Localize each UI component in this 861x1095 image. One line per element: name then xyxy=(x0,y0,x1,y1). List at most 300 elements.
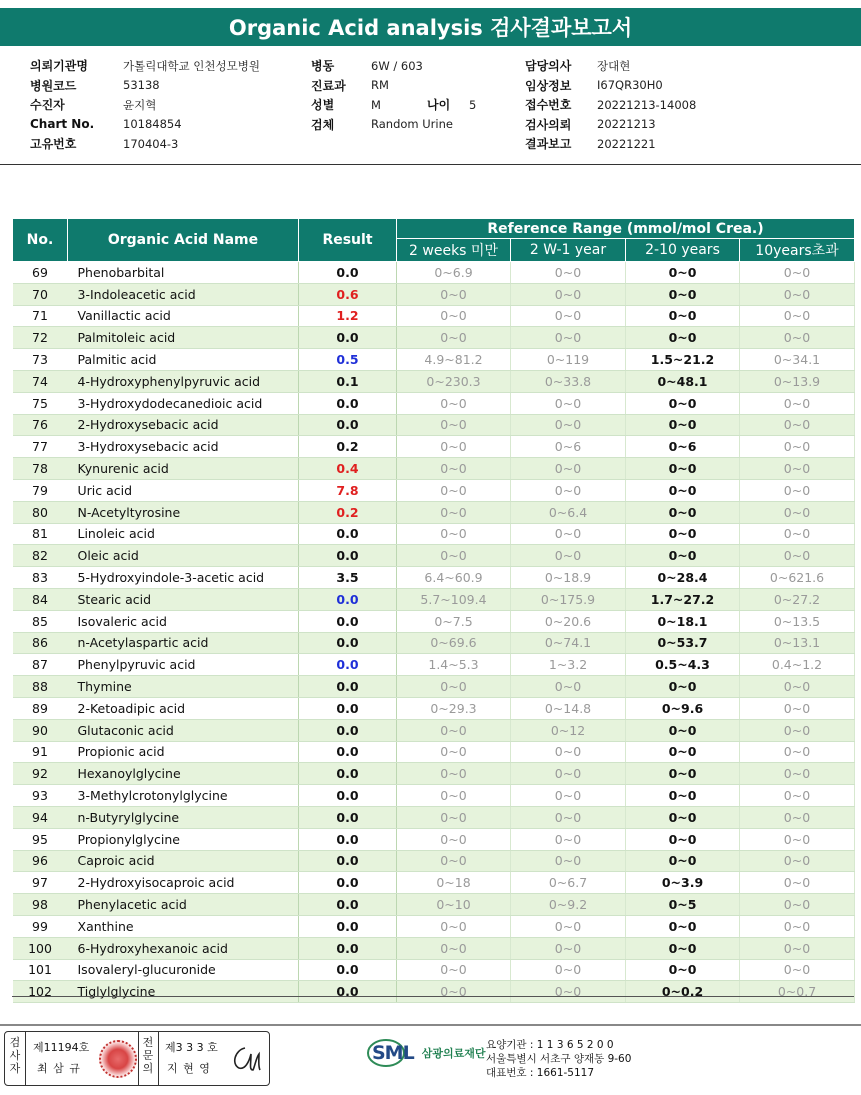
table-row xyxy=(13,479,855,501)
ref-over-10y: 0~0 xyxy=(740,676,855,698)
signature-scribble xyxy=(227,1042,265,1076)
acid-name: Oleic acid xyxy=(68,545,299,567)
ref-2-10y: 0~18.1 xyxy=(626,610,740,632)
doctor-name: 지 현 영 xyxy=(167,1062,211,1075)
row-number: 95 xyxy=(13,828,68,850)
ref-over-10y: 0~0 xyxy=(740,283,855,305)
table-row xyxy=(13,523,855,545)
table-row xyxy=(13,676,855,698)
ref-2-10y: 0~53.7 xyxy=(626,632,740,654)
result-value: 0.0 xyxy=(299,806,397,828)
ref-under-2-weeks: 0~0 xyxy=(397,458,511,480)
ref-2w-1y: 0~0 xyxy=(511,676,626,698)
table-row xyxy=(13,872,855,894)
acid-name: 3-Indoleacetic acid xyxy=(68,283,299,305)
info-label: Chart No. xyxy=(30,117,95,132)
ref-over-10y: 0~0 xyxy=(740,436,855,458)
ref-2-10y: 1.7~27.2 xyxy=(626,588,740,610)
table-row xyxy=(13,981,855,1003)
ref-2w-1y: 0~0 xyxy=(511,850,626,872)
table-row xyxy=(13,828,855,850)
ref-2-10y: 0~0.2 xyxy=(626,981,740,1003)
ref-under-2-weeks: 0~0 xyxy=(397,414,511,436)
result-value: 0.5 xyxy=(299,349,397,371)
result-value: 0.0 xyxy=(299,741,397,763)
result-value: 0.0 xyxy=(299,872,397,894)
ref-2-10y: 0~0 xyxy=(626,959,740,981)
ref-under-2-weeks: 0~0 xyxy=(397,523,511,545)
result-value: 0.0 xyxy=(299,414,397,436)
ref-over-10y: 0~13.1 xyxy=(740,632,855,654)
ref-under-2-weeks: 0~0 xyxy=(397,392,511,414)
ref-over-10y: 0~0 xyxy=(740,305,855,327)
dept-label: 진료과 xyxy=(311,78,346,93)
result-value: 0.0 xyxy=(299,327,397,349)
info-label: 접수번호 xyxy=(525,98,572,113)
table-row xyxy=(13,545,855,567)
ref-2w-1y: 0~0 xyxy=(511,414,626,436)
ref-over-10y: 0~0 xyxy=(740,545,855,567)
ref-2w-1y: 0~0 xyxy=(511,392,626,414)
table-row xyxy=(13,262,855,284)
ref-under-2-weeks: 5.7~109.4 xyxy=(397,588,511,610)
ref-2w-1y: 0~0 xyxy=(511,828,626,850)
result-value: 0.0 xyxy=(299,654,397,676)
table-row xyxy=(13,436,855,458)
table-row xyxy=(13,567,855,589)
tester-vertical-label: 검사자 xyxy=(9,1036,21,1075)
table-row xyxy=(13,392,855,414)
result-value: 0.0 xyxy=(299,262,397,284)
info-label: 결과보고 xyxy=(525,137,572,152)
row-number: 72 xyxy=(13,327,68,349)
info-column-3 xyxy=(525,56,696,154)
sml-logo-text: SML xyxy=(372,1042,414,1064)
ref-under-2-weeks: 4.9~81.2 xyxy=(397,349,511,371)
table-row xyxy=(13,327,855,349)
ref-2w-1y: 0~9.2 xyxy=(511,894,626,916)
ref-over-10y: 0~13.9 xyxy=(740,370,855,392)
ref-over-10y: 0~13.5 xyxy=(740,610,855,632)
ref-2-10y: 0~0 xyxy=(626,414,740,436)
ref-under-2-weeks: 0~0 xyxy=(397,806,511,828)
info-label: 의뢰기관명 xyxy=(30,59,88,74)
ref-2w-1y: 0~0 xyxy=(511,283,626,305)
signature-box xyxy=(4,1031,270,1086)
ward-label: 병동 xyxy=(311,59,335,74)
ref-2-10y: 0~48.1 xyxy=(626,370,740,392)
ref-under-2-weeks: 0~10 xyxy=(397,894,511,916)
ref-under-2-weeks: 0~0 xyxy=(397,479,511,501)
ref-under-2-weeks: 6.4~60.9 xyxy=(397,567,511,589)
ref-over-10y: 0~0 xyxy=(740,697,855,719)
row-number: 92 xyxy=(13,763,68,785)
ref-2-10y: 0~0 xyxy=(626,523,740,545)
ref-over-10y: 0~0 xyxy=(740,872,855,894)
address: 서울특별시 서초구 양재동 9-60 xyxy=(486,1053,632,1065)
table-row xyxy=(13,915,855,937)
info-value: 20221221 xyxy=(597,136,656,151)
ref-2w-1y: 0~20.6 xyxy=(511,610,626,632)
acid-name: Isovaleric acid xyxy=(68,610,299,632)
results-table xyxy=(12,218,855,1003)
ref-over-10y: 0~0.7 xyxy=(740,981,855,1003)
contact-info xyxy=(486,1038,631,1080)
ref-under-2-weeks: 0~0 xyxy=(397,545,511,567)
ref-2w-1y: 0~0 xyxy=(511,785,626,807)
ref-under-2-weeks: 0~0 xyxy=(397,741,511,763)
acid-name: Isovaleryl-glucuronide xyxy=(68,959,299,981)
header-reference-range: Reference Range (mmol/mol Crea.) xyxy=(397,219,855,239)
acid-name: Palmitic acid xyxy=(68,349,299,371)
acid-name: 6-Hydroxyhexanoic acid xyxy=(68,937,299,959)
ref-over-10y: 0~0 xyxy=(740,894,855,916)
table-row xyxy=(13,785,855,807)
ref-2-10y: 0~0 xyxy=(626,305,740,327)
sex-value: M xyxy=(371,97,381,112)
acid-name: Phenylacetic acid xyxy=(68,894,299,916)
ref-2-10y: 0~0 xyxy=(626,479,740,501)
info-value: 20221213 xyxy=(597,117,656,132)
info-column-1 xyxy=(30,56,260,154)
row-number: 73 xyxy=(13,349,68,371)
result-value: 0.2 xyxy=(299,501,397,523)
ref-2w-1y: 0~119 xyxy=(511,349,626,371)
dept-value: RM xyxy=(371,78,389,93)
result-value: 0.0 xyxy=(299,937,397,959)
ref-over-10y: 0~0 xyxy=(740,763,855,785)
ref-2w-1y: 0~6 xyxy=(511,436,626,458)
ref-2w-1y: 0~0 xyxy=(511,327,626,349)
table-row xyxy=(13,697,855,719)
ref-over-10y: 0~0 xyxy=(740,501,855,523)
ref-over-10y: 0~0 xyxy=(740,479,855,501)
acid-name: 3-Methylcrotonylglycine xyxy=(68,785,299,807)
ref-2-10y: 0~0 xyxy=(626,806,740,828)
ref-under-2-weeks: 0~0 xyxy=(397,501,511,523)
row-number: 98 xyxy=(13,894,68,916)
ref-2-10y: 0~6 xyxy=(626,436,740,458)
result-value: 0.4 xyxy=(299,458,397,480)
table-bottom-divider xyxy=(12,996,854,997)
row-number: 99 xyxy=(13,915,68,937)
result-value: 0.0 xyxy=(299,523,397,545)
ref-2w-1y: 0~74.1 xyxy=(511,632,626,654)
row-number: 84 xyxy=(13,588,68,610)
table-row xyxy=(13,349,855,371)
table-row xyxy=(13,370,855,392)
ward-value: 6W / 603 xyxy=(371,58,423,73)
ref-2-10y: 0~9.6 xyxy=(626,697,740,719)
info-value: 20221213-14008 xyxy=(597,97,697,112)
header-age-under-2-weeks: 2 weeks 미만 xyxy=(397,239,511,262)
ref-2w-1y: 0~6.4 xyxy=(511,501,626,523)
ref-2-10y: 0~0 xyxy=(626,545,740,567)
ref-2w-1y: 0~0 xyxy=(511,937,626,959)
result-value: 0.0 xyxy=(299,676,397,698)
info-label: 담당의사 xyxy=(525,59,572,74)
ref-2-10y: 0~3.9 xyxy=(626,872,740,894)
result-value: 0.0 xyxy=(299,915,397,937)
header-name: Organic Acid Name xyxy=(68,219,299,262)
ref-2w-1y: 0~0 xyxy=(511,545,626,567)
acid-name: 2-Hydroxysebacic acid xyxy=(68,414,299,436)
institution-code: 요양기관 : 1 1 3 6 5 2 0 0 xyxy=(486,1039,614,1051)
header-no: No. xyxy=(13,219,68,262)
age-label: 나이 xyxy=(427,98,451,113)
ref-under-2-weeks: 0~0 xyxy=(397,785,511,807)
sml-logo-block xyxy=(366,1037,485,1069)
ref-2w-1y: 0~6.7 xyxy=(511,872,626,894)
row-number: 81 xyxy=(13,523,68,545)
ref-under-2-weeks: 0~69.6 xyxy=(397,632,511,654)
acid-name: Caproic acid xyxy=(68,850,299,872)
table-row xyxy=(13,501,855,523)
acid-name: n-Butyrylglycine xyxy=(68,806,299,828)
ref-over-10y: 0~0 xyxy=(740,719,855,741)
acid-name: 2-Hydroxyisocaproic acid xyxy=(68,872,299,894)
ref-2-10y: 0~0 xyxy=(626,915,740,937)
table-row xyxy=(13,654,855,676)
row-number: 78 xyxy=(13,458,68,480)
ref-under-2-weeks: 0~7.5 xyxy=(397,610,511,632)
footer-divider xyxy=(0,1024,861,1026)
table-row xyxy=(13,763,855,785)
result-value: 0.0 xyxy=(299,719,397,741)
row-number: 79 xyxy=(13,479,68,501)
ref-under-2-weeks: 1.4~5.3 xyxy=(397,654,511,676)
acid-name: 3-Hydroxysebacic acid xyxy=(68,436,299,458)
info-label: 고유번호 xyxy=(30,137,77,152)
ref-2-10y: 1.5~21.2 xyxy=(626,349,740,371)
ref-2w-1y: 0~175.9 xyxy=(511,588,626,610)
acid-name: Stearic acid xyxy=(68,588,299,610)
row-number: 75 xyxy=(13,392,68,414)
ref-under-2-weeks: 0~0 xyxy=(397,436,511,458)
row-number: 70 xyxy=(13,283,68,305)
result-value: 0.0 xyxy=(299,894,397,916)
ref-under-2-weeks: 0~0 xyxy=(397,915,511,937)
info-label: 수진자 xyxy=(30,98,65,113)
row-number: 90 xyxy=(13,719,68,741)
ref-under-2-weeks: 0~6.9 xyxy=(397,262,511,284)
header-result: Result xyxy=(299,219,397,262)
ref-2-10y: 0~0 xyxy=(626,262,740,284)
info-value: 윤지혁 xyxy=(123,97,157,112)
ref-over-10y: 0~0 xyxy=(740,523,855,545)
info-value: I67QR30H0 xyxy=(597,78,663,93)
patient-info-section xyxy=(0,50,861,165)
ref-over-10y: 0~0 xyxy=(740,850,855,872)
table-row xyxy=(13,588,855,610)
result-value: 3.5 xyxy=(299,567,397,589)
row-number: 88 xyxy=(13,676,68,698)
table-row xyxy=(13,741,855,763)
acid-name: 4-Hydroxyphenylpyruvic acid xyxy=(68,370,299,392)
acid-name: Propionic acid xyxy=(68,741,299,763)
ref-2-10y: 0~0 xyxy=(626,850,740,872)
acid-name: Thymine xyxy=(68,676,299,698)
header-age-over-10y: 10years초과 xyxy=(740,239,855,262)
ref-2w-1y: 0~0 xyxy=(511,305,626,327)
ref-2-10y: 0~0 xyxy=(626,283,740,305)
ref-under-2-weeks: 0~0 xyxy=(397,305,511,327)
result-value: 0.1 xyxy=(299,370,397,392)
ref-2-10y: 0~0 xyxy=(626,741,740,763)
ref-2w-1y: 0~18.9 xyxy=(511,567,626,589)
ref-over-10y: 0.4~1.2 xyxy=(740,654,855,676)
ref-2w-1y: 0~14.8 xyxy=(511,697,626,719)
ref-under-2-weeks: 0~0 xyxy=(397,937,511,959)
row-number: 102 xyxy=(13,981,68,1003)
tester-name: 최 삼 규 xyxy=(37,1062,81,1075)
row-number: 96 xyxy=(13,850,68,872)
row-number: 76 xyxy=(13,414,68,436)
ref-2-10y: 0~0 xyxy=(626,327,740,349)
ref-2-10y: 0~0 xyxy=(626,501,740,523)
result-value: 0.0 xyxy=(299,697,397,719)
results-table-container xyxy=(12,218,854,1003)
results-body xyxy=(13,262,855,1003)
ref-over-10y: 0~0 xyxy=(740,937,855,959)
ref-2-10y: 0~0 xyxy=(626,763,740,785)
info-label: 임상정보 xyxy=(525,78,572,93)
acid-name: Linoleic acid xyxy=(68,523,299,545)
tester-license-no: 제11194호 xyxy=(33,1041,90,1054)
age-value: 5 xyxy=(469,97,477,112)
ref-over-10y: 0~0 xyxy=(740,828,855,850)
ref-under-2-weeks: 0~0 xyxy=(397,763,511,785)
row-number: 87 xyxy=(13,654,68,676)
ref-over-10y: 0~34.1 xyxy=(740,349,855,371)
acid-name: Uric acid xyxy=(68,479,299,501)
table-row xyxy=(13,719,855,741)
row-number: 100 xyxy=(13,937,68,959)
info-value: 53138 xyxy=(123,78,160,93)
result-value: 0.0 xyxy=(299,850,397,872)
row-number: 97 xyxy=(13,872,68,894)
ref-2w-1y: 0~0 xyxy=(511,915,626,937)
table-row xyxy=(13,959,855,981)
specimen-value: Random Urine xyxy=(371,117,453,132)
row-number: 85 xyxy=(13,610,68,632)
ref-2-10y: 0~0 xyxy=(626,719,740,741)
acid-name: Phenylpyruvic acid xyxy=(68,654,299,676)
ref-under-2-weeks: 0~0 xyxy=(397,327,511,349)
ref-over-10y: 0~0 xyxy=(740,392,855,414)
ref-over-10y: 0~0 xyxy=(740,915,855,937)
row-number: 74 xyxy=(13,370,68,392)
ref-2w-1y: 0~0 xyxy=(511,981,626,1003)
acid-name: n-Acetylaspartic acid xyxy=(68,632,299,654)
ref-2w-1y: 0~33.8 xyxy=(511,370,626,392)
ref-2w-1y: 0~0 xyxy=(511,806,626,828)
ref-2-10y: 0~0 xyxy=(626,828,740,850)
result-value: 0.0 xyxy=(299,545,397,567)
row-number: 94 xyxy=(13,806,68,828)
result-value: 0.0 xyxy=(299,588,397,610)
result-value: 0.0 xyxy=(299,763,397,785)
row-number: 101 xyxy=(13,959,68,981)
info-label: 병원코드 xyxy=(30,78,77,93)
specimen-label: 검체 xyxy=(311,117,335,132)
sex-label: 성별 xyxy=(311,98,335,113)
ref-over-10y: 0~0 xyxy=(740,806,855,828)
ref-2-10y: 0~28.4 xyxy=(626,567,740,589)
acid-name: Propionylglycine xyxy=(68,828,299,850)
ref-2-10y: 0~0 xyxy=(626,676,740,698)
row-number: 69 xyxy=(13,262,68,284)
ref-2w-1y: 0~0 xyxy=(511,458,626,480)
ref-2w-1y: 1~3.2 xyxy=(511,654,626,676)
ref-under-2-weeks: 0~18 xyxy=(397,872,511,894)
header-age-2w-1y: 2 W-1 year xyxy=(511,239,626,262)
result-value: 1.2 xyxy=(299,305,397,327)
table-row xyxy=(13,937,855,959)
table-row xyxy=(13,414,855,436)
info-value: 170404-3 xyxy=(123,136,179,151)
row-number: 77 xyxy=(13,436,68,458)
acid-name: 5-Hydroxyindole-3-acetic acid xyxy=(68,567,299,589)
acid-name: Hexanoylglycine xyxy=(68,763,299,785)
acid-name: Vanillactic acid xyxy=(68,305,299,327)
row-number: 86 xyxy=(13,632,68,654)
ref-2-10y: 0~0 xyxy=(626,937,740,959)
ref-over-10y: 0~0 xyxy=(740,327,855,349)
acid-name: Glutaconic acid xyxy=(68,719,299,741)
table-row xyxy=(13,458,855,480)
ref-over-10y: 0~0 xyxy=(740,785,855,807)
info-label: 검사의뢰 xyxy=(525,117,572,132)
info-value: 10184854 xyxy=(123,117,182,132)
row-number: 82 xyxy=(13,545,68,567)
ref-under-2-weeks: 0~0 xyxy=(397,959,511,981)
ref-over-10y: 0~0 xyxy=(740,414,855,436)
ref-2-10y: 0~0 xyxy=(626,785,740,807)
ref-under-2-weeks: 0~0 xyxy=(397,719,511,741)
ref-over-10y: 0~27.2 xyxy=(740,588,855,610)
ref-2w-1y: 0~12 xyxy=(511,719,626,741)
result-value: 0.0 xyxy=(299,981,397,1003)
ref-2-10y: 0.5~4.3 xyxy=(626,654,740,676)
ref-under-2-weeks: 0~0 xyxy=(397,981,511,1003)
ref-2-10y: 0~0 xyxy=(626,392,740,414)
acid-name: Tiglylglycine xyxy=(68,981,299,1003)
ref-2w-1y: 0~0 xyxy=(511,262,626,284)
result-value: 7.8 xyxy=(299,479,397,501)
acid-name: 2-Ketoadipic acid xyxy=(68,697,299,719)
row-number: 80 xyxy=(13,501,68,523)
row-number: 93 xyxy=(13,785,68,807)
result-value: 0.0 xyxy=(299,959,397,981)
acid-name: Phenobarbital xyxy=(68,262,299,284)
doctor-vertical-label: 전문의 xyxy=(142,1036,154,1075)
table-row xyxy=(13,806,855,828)
row-number: 83 xyxy=(13,567,68,589)
info-value: 가톨릭대학교 인천성모병원 xyxy=(123,58,260,73)
result-value: 0.0 xyxy=(299,610,397,632)
acid-name: Palmitoleic acid xyxy=(68,327,299,349)
ref-under-2-weeks: 0~0 xyxy=(397,828,511,850)
ref-under-2-weeks: 0~0 xyxy=(397,283,511,305)
ref-under-2-weeks: 0~230.3 xyxy=(397,370,511,392)
result-value: 0.6 xyxy=(299,283,397,305)
acid-name: Xanthine xyxy=(68,915,299,937)
ref-under-2-weeks: 0~29.3 xyxy=(397,697,511,719)
ref-over-10y: 0~0 xyxy=(740,458,855,480)
info-value: 장대현 xyxy=(597,58,631,73)
ref-2-10y: 0~5 xyxy=(626,894,740,916)
